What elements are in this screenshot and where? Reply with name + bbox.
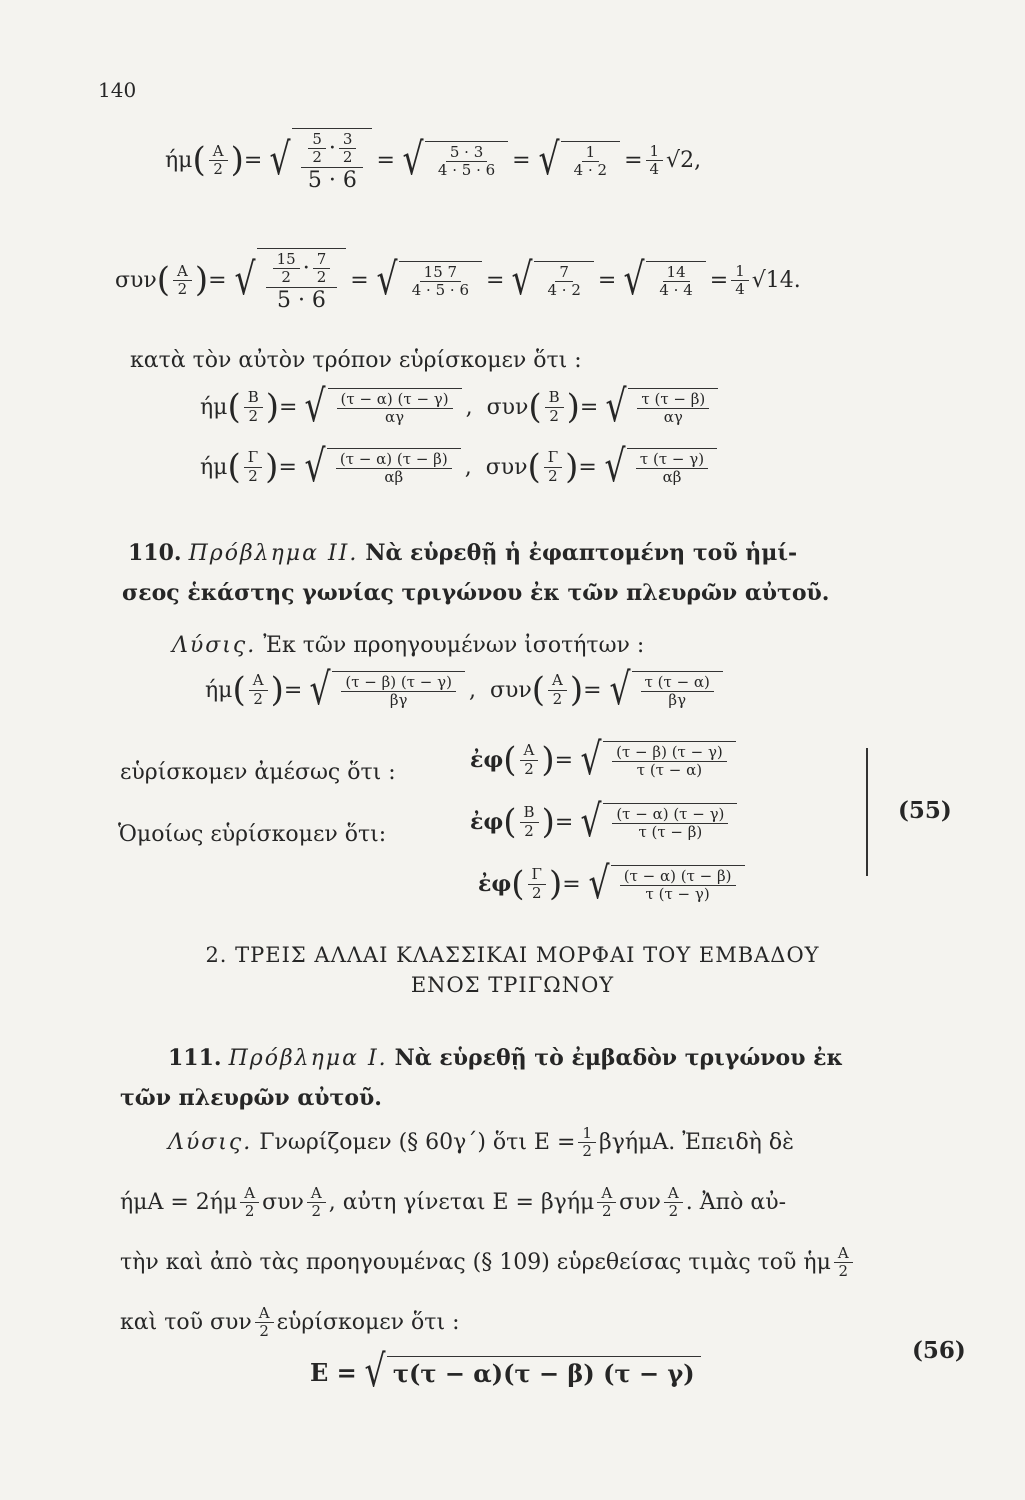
equals: = [243, 147, 263, 173]
radical: √ $\frac{1}{4 \cdot 2}$ [535, 138, 620, 182]
radical: √ $\frac{5 \cdot 3}{4 \cdot 5 \cdot 6}$ [399, 138, 508, 182]
solution-110-intro: Λύσις. Ἐκ τῶν προηγουμένων ἰσοτήτων : [172, 633, 645, 658]
tan-half-A: ἐφ ( $\frac{A}{2}$ ) = √ $\frac{(\tau - \beta) (\tau - \gamma)}{\tau (\tau - \alpha)}$ [470, 738, 740, 782]
solution-111-line1: Λύσις. Γνωρίζομεν (§ 60γ΄) ὅτι Ε = $\frac{1}{2}$ βγήμΑ. Ἐπειδὴ δὲ [168, 1124, 794, 1161]
section-heading-line2: ΕΝΟΣ ΤΡΙΓΩΝΟΥ [410, 973, 615, 997]
cos-label: συν [115, 267, 157, 293]
problem-111-line1: 111. Πρόβλημα Ι. Νὰ εὑρεθῇ τὸ ἐμβαδὸν τριγώνου ἐκ [168, 1045, 844, 1071]
equals: = [376, 147, 395, 173]
tangent-left-text-2: Ὁμοίως εὑρίσκομεν ὅτι: [118, 822, 387, 847]
sqrt-arg: 2, [680, 147, 702, 173]
section-heading-line1: 2. ΤΡΕΙΣ ΑΛΛΑΙ ΚΛΑΣΣΙΚΑΙ ΜΟΡΦΑΙ ΤΟΥ ΕΜΒΑΔΟΥ [205, 943, 820, 967]
problem-111-line2: τῶν πλευρῶν αὐτοῦ. [120, 1085, 382, 1111]
paren-close: ) [230, 140, 244, 181]
intro-line: κατὰ τὸν αὐτὸν τρόπον εὑρίσκομεν ὅτι : [130, 348, 582, 373]
radical: √ $\frac{14}{4 \cdot 4}$ [620, 258, 705, 302]
problem-110-line1: 110. Πρόβλημα ΙΙ. Νὰ εὑρεθῇ ἡ ἐφαπτομένη τοῦ ἡμί- [128, 540, 798, 566]
tan-half-B: ἐφ ( $\frac{B}{2}$ ) = √ $\frac{(\tau - \alpha) (\tau - \gamma)}{\tau (\tau - \beta)}$ [470, 800, 741, 844]
equals: = [512, 147, 531, 173]
half-A: $\frac{A}{2}$ [173, 263, 192, 299]
solution-111-line2: ήμΑ = 2ήμ $\frac{A}{2}$ συν $\frac{A}{2}$ , αὐτη γίνεται Ε = βγήμ $\frac{A}{2}$ συν $\frac{A}{2}$ . Ἀπὸ αὐ- [120, 1184, 787, 1221]
quarter: $\frac{1}{4}$ [646, 143, 664, 179]
paren-open: ( [192, 140, 206, 181]
solution-111-line4: καὶ τοῦ συν $\frac{A}{2}$ εὑρίσκομεν ὅτι : [120, 1304, 460, 1341]
equals: = [624, 147, 643, 173]
cos-half-A-equation: συν ( $\frac{A}{2}$ ) = √ $\frac{15}{2}$ · $\frac{7}{2}$ 5 · 6 = √ $\frac{15 7}{4 \cdot 5 \cdot 6}$ = √ $\frac{7}{4 \cdot 2}$ = √ $\frac{14}{4 \cdot 4}$ = $\frac{1}{4}$ √ 14. [115, 250, 801, 313]
equation-number-56: (56) [912, 1337, 966, 1364]
half-A: $\frac{A}{2}$ [209, 143, 228, 179]
radical: √ $\frac{15 7}{4 \cdot 5 \cdot 6}$ [373, 258, 482, 302]
tan-half-G: ἐφ ( $\frac{\Gamma}{2}$ ) = √ $\frac{(\tau - \alpha) (\tau - \beta)}{\tau (\tau - \gamma)}$ [478, 862, 749, 906]
heron-formula: E = √ τ(τ − α)(τ − β) (τ − γ) [310, 1350, 705, 1394]
half-angle-A-equations: ήμ ( $\frac{A}{2}$ ) = √ $\frac{(\tau - \beta) (\tau - \gamma)}{\beta\gamma}$ , συν ( $\frac{A}{2}$ ) = √ $\frac{\tau (\tau - \alpha)}{\beta\gamma}$ [205, 668, 727, 712]
radical: √ $\frac{5}{2}$ · $\frac{3}{2}$ 5 · 6 [266, 128, 372, 193]
radical: √ $\frac{15}{2}$ · $\frac{7}{2}$ 5 · 6 [231, 248, 347, 313]
sin-half-A-equation [165, 128, 701, 193]
tangent-left-text-1: εὑρίσκομεν ἀμέσως ὅτι : [120, 760, 396, 785]
page-number: 140 [98, 78, 137, 102]
problem-110-line2: σεος ἑκάστης γωνίας τριγώνου ἐκ τῶν πλευρῶν αὐτοῦ. [122, 580, 830, 606]
right-brace [858, 748, 868, 876]
half-angle-G-equations: ήμ ( $\frac{\Gamma}{2}$ ) = √ $\frac{(\tau - \alpha) (\tau - \beta)}{\alpha\beta}$ , συν ( $\frac{\Gamma}{2}$ ) = √ $\frac{\tau (\tau - \gamma)}{\alpha\beta}$ [200, 445, 721, 489]
equation-number-55: (55) [898, 797, 952, 824]
solution-111-line3: τὴν καὶ ἀπὸ τὰς προηγουμένας (§ 109) εὑρεθείσας τιμὰς τοῦ ἡμ $\frac{A}{2}$ [120, 1245, 856, 1281]
sin-label: ήμ [165, 147, 193, 173]
half-angle-B-equations: ήμ ( $\frac{B}{2}$ ) = √ $\frac{(\tau - \alpha) (\tau - \gamma)}{\alpha\gamma}$ , συν ( $\frac{B}{2}$ ) = √ $\frac{\tau (\tau - \beta)}{\alpha\gamma}$ [200, 385, 722, 429]
sqrt-symbol: √ [666, 147, 681, 173]
radical: √ $\frac{7}{4 \cdot 2}$ [508, 258, 593, 302]
